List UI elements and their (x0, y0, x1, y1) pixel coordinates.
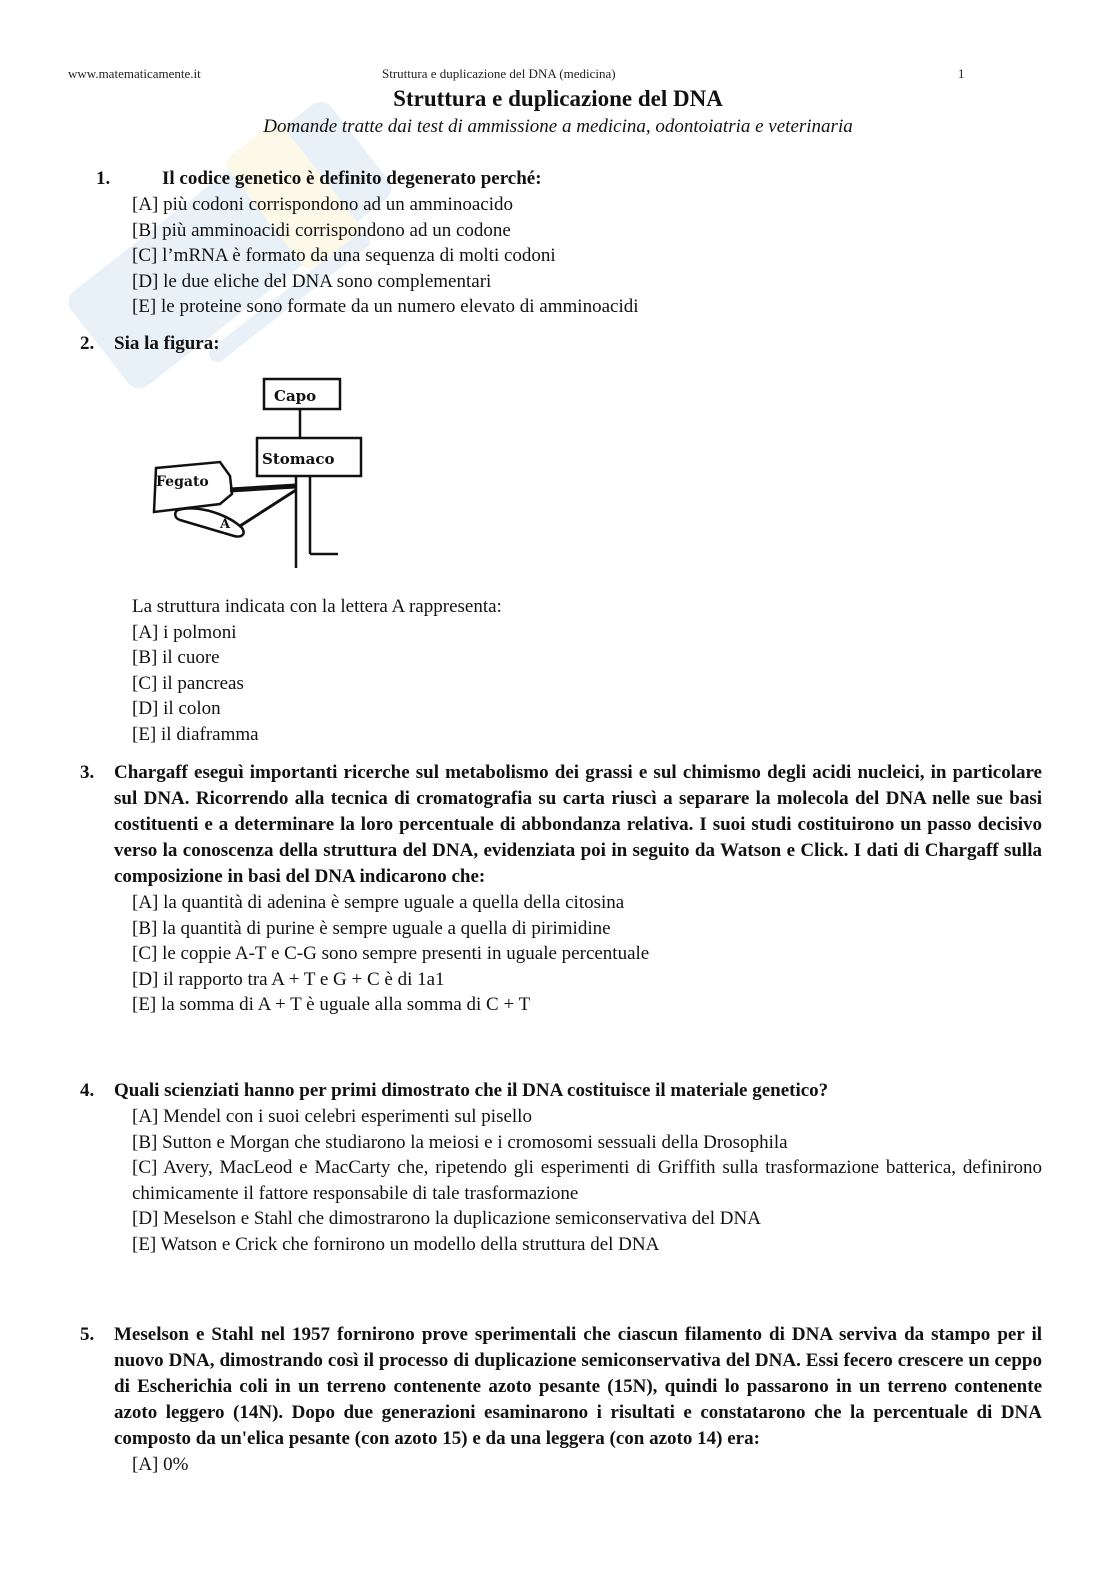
question-1 (96, 166, 816, 320)
option-a: [A] Mendel con i suoi celebri esperimenti sul pisello (132, 1106, 532, 1127)
option-d: [D] Meselson e Stahl che dimostrarono la duplicazione semiconservativa del DNA (132, 1208, 761, 1230)
question-text: Chargaff eseguì importanti ricerche sul metabolismo dei grassi e sul chimismo degli acidi nucleici, in particolare sul DNA. Ricorrendo alla tecnica di cromatografia su carta riuscì a separare la molecola del DNA nelle sue basi costituenti e a determinare la loro percentuale di abbondanza relativa. I suoi studi costituirono un passo decisivo verso la conoscenza della struttura del DNA, evidenziata poi in seguito da Watson e Click. I dati di Chargaff sulla composizione in basi del DNA indicarono che: (114, 762, 1042, 887)
label-fegato: Fegato (156, 474, 209, 490)
question-number: 4. (80, 1080, 95, 1101)
option-a: [A] la quantità di adenina è sempre uguale a quella della citosina (132, 892, 625, 913)
question-number: 2. (80, 333, 95, 354)
document-title: Struttura e duplicazione del DNA (393, 86, 723, 111)
option-a: [A] più codoni corrispondono ad un amminoacido (132, 194, 513, 215)
option-d: [D] il rapporto tra A + T e G + C è di 1a1 (132, 968, 445, 990)
option-b: [B] la quantità di purine è sempre uguale a quella di pirimidine (132, 917, 611, 939)
question-2-options (132, 594, 732, 748)
question-text: Meselson e Stahl nel 1957 fornirono prove sperimentali che ciascun filamento di DNA serviva da stampo per il nuovo DNA, dimostrando così il processo di duplicazione semiconservativa del DNA. Essi fecero crescere un ceppo di Escherichia coli in un terreno contenente azoto pesante (15N), quindi lo passarono in un terreno contenente azoto leggero (14N). Dopo due generazioni esaminarono i risultati e constatarono che la percentuale di DNA composto da un'elica pesante (con azoto 15) e da una leggera (con azoto 14) era: (114, 1324, 1042, 1449)
question-3 (80, 760, 1042, 1018)
header-page-number: 1 (958, 66, 965, 81)
question-text: Sia la figura: (114, 333, 220, 354)
option-e: [E] le proteine sono formate da un numero elevato di amminoacidi (132, 296, 639, 318)
document-subtitle: Domande tratte dai test di ammissione a medicina, odontoiatria e veterinaria (263, 116, 853, 137)
question-text: Quali scienziati hanno per primi dimostrato che il DNA costituisce il materiale genetico? (114, 1080, 829, 1101)
option-b: [B] Sutton e Morgan che studiarono la meiosi e i cromosomi sessuali della Drosophila (132, 1131, 788, 1153)
option-a: [A] i polmoni (132, 621, 237, 643)
question-prompt: La struttura indicata con la lettera A rappresenta: (132, 596, 502, 617)
option-c: [C] le coppie A-T e C-G sono sempre presenti in uguale percentuale (132, 943, 650, 965)
question-5 (80, 1322, 1042, 1478)
question-text: Il codice genetico è definito degenerato perché: (162, 168, 542, 189)
header-doc-title: Struttura e duplicazione del DNA (medicina) (382, 66, 616, 81)
option-e: [E] Watson e Crick che fornirono un modello della struttura del DNA (132, 1233, 660, 1255)
question-2 (80, 331, 580, 357)
question-number: 5. (80, 1324, 95, 1345)
label-stomaco: Stomaco (262, 450, 335, 468)
question-4 (80, 1078, 1042, 1258)
option-d: [D] il colon (132, 698, 221, 720)
option-a: [A] 0% (132, 1454, 189, 1475)
option-d: [D] le due eliche del DNA sono complementari (132, 270, 492, 292)
digestive-diagram (150, 376, 370, 572)
header-site: www.matematicamente.it (68, 66, 201, 81)
question-number: 1. (96, 168, 111, 189)
option-e: [E] la somma di A + T è uguale alla somma di C + T (132, 994, 531, 1016)
option-c: [C] il pancreas (132, 672, 244, 694)
option-c: [C] Avery, MacLeod e MacCarty che, ripetendo gli esperimenti di Griffith sulla trasformazione batterica, definirono chimicamente il fattore responsabile di tale trasformazione (132, 1157, 1042, 1204)
option-e: [E] il diaframma (132, 723, 259, 745)
option-b: [B] il cuore (132, 647, 220, 669)
option-b: [B] più amminoacidi corrispondono ad un codone (132, 219, 511, 241)
pancreas-shape (175, 508, 243, 536)
label-a: A (220, 517, 231, 532)
question-number: 3. (80, 762, 95, 783)
label-capo: Capo (274, 387, 317, 405)
option-c: [C] l’mRNA è formato da una sequenza di molti codoni (132, 245, 556, 267)
